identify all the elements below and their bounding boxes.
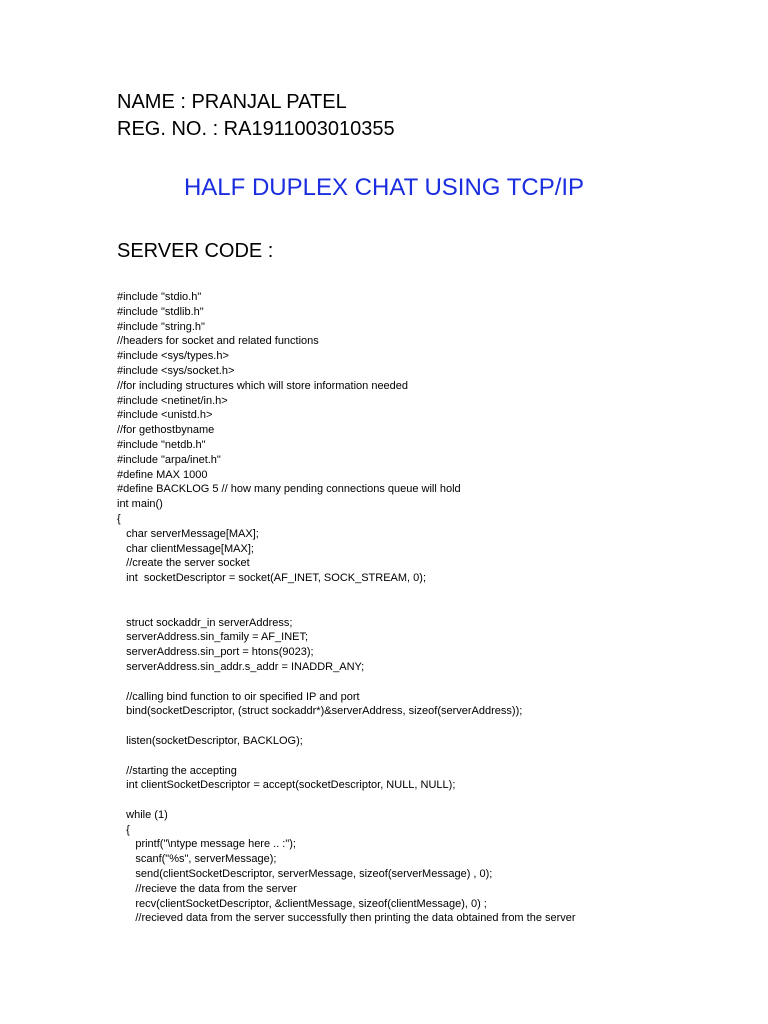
code-line: struct sockaddr_in serverAddress; [117,616,293,629]
code-line: int main() [117,498,163,511]
code-line: #include <sys/types.h> [117,350,229,363]
code-line: //create the server socket [117,557,250,570]
code-line: //recieve the data from the server [117,882,297,895]
code-line: #define BACKLOG 5 // how many pending connections queue will hold [117,483,461,496]
document-title: HALF DUPLEX CHAT USING TCP/IP [183,174,585,201]
code-line: //for gethostbyname [117,424,215,437]
code-line: #include <netinet/in.h> [117,394,228,407]
code-line: //for including structures which will store information needed [117,379,409,392]
code-line [117,586,757,601]
code-line: char clientMessage[MAX]; [117,542,254,555]
code-line: #include <sys/socket.h> [117,364,235,377]
code-line: //recieved data from the server successfully then printing the data obtained from the server [117,912,576,925]
code-line [117,749,757,764]
code-line [117,719,757,734]
code-block [117,290,757,926]
student-name: NAME : PRANJAL PATEL [117,91,347,113]
code-line: #include "stdio.h" [117,291,202,303]
code-line [117,675,757,690]
code-line: scanf("%s", serverMessage); [117,853,277,866]
code-line: recv(clientSocketDescriptor, &clientMessage, sizeof(clientMessage), 0) ; [117,897,487,910]
registration-number: REG. NO. : RA1911003010355 [117,118,395,140]
code-line: { [117,512,121,525]
code-line [117,793,757,808]
code-line: //calling bind function to oir specified IP and port [117,690,360,703]
code-line: //starting the accepting [117,764,237,777]
code-line: serverAddress.sin_addr.s_addr = INADDR_ANY; [117,660,365,673]
code-line: printf("\ntype message here .. :"); [117,838,296,851]
code-line: #include <unistd.h> [117,409,213,422]
code-line: //headers for socket and related functions [117,335,319,348]
code-line: char serverMessage[MAX]; [117,527,259,540]
section-heading: SERVER CODE : [117,240,274,262]
code-line: #include "string.h" [117,320,205,333]
code-line: while (1) [117,808,168,821]
code-line: send(clientSocketDescriptor, serverMessage, sizeof(serverMessage) , 0); [117,868,493,881]
code-line: listen(socketDescriptor, BACKLOG); [117,734,303,747]
code-line: int clientSocketDescriptor = accept(socketDescriptor, NULL, NULL); [117,779,456,792]
code-line: #include "stdlib.h" [117,305,204,318]
code-line [117,601,757,616]
code-line: serverAddress.sin_family = AF_INET; [117,631,309,644]
code-line: #include "arpa/inet.h" [117,453,221,466]
code-line: serverAddress.sin_port = htons(9023); [117,646,314,659]
code-line: int socketDescriptor = socket(AF_INET, SOCK_STREAM, 0); [117,572,427,585]
code-line: { [117,823,130,836]
code-line: bind(socketDescriptor, (struct sockaddr*)&serverAddress, sizeof(serverAddress)); [117,705,523,718]
code-line: #define MAX 1000 [117,468,208,481]
code-line: #include "netdb.h" [117,438,206,451]
